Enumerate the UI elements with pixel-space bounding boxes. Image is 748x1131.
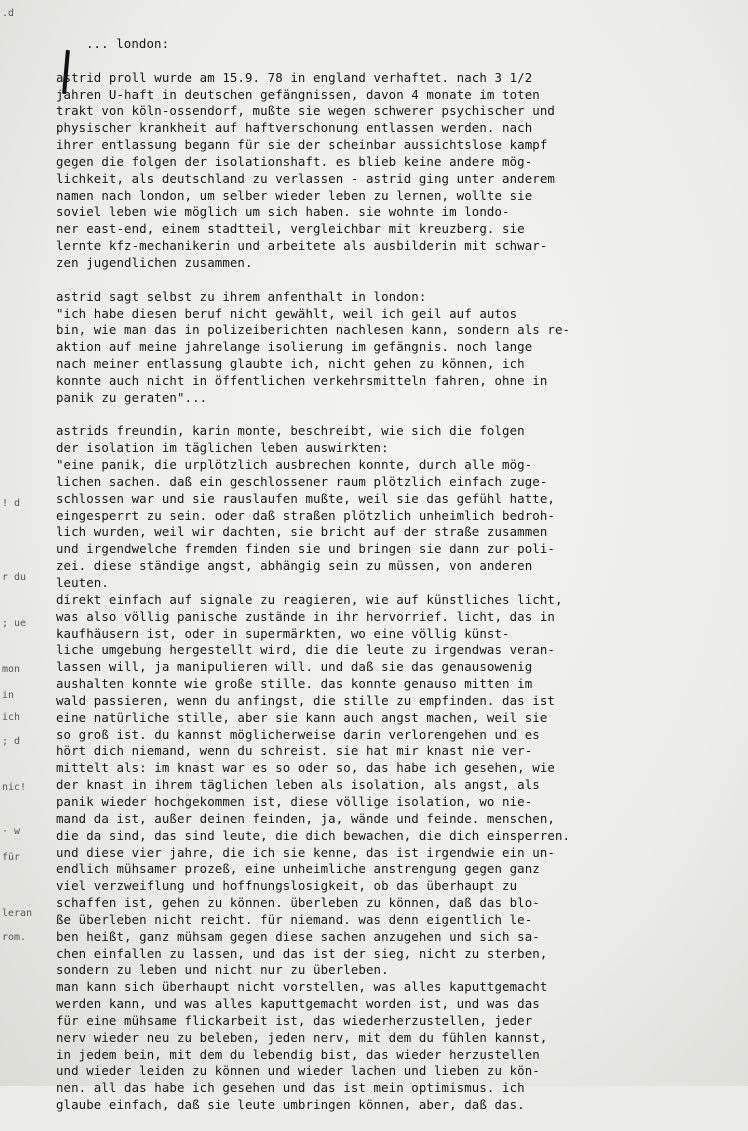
text-line: lernte kfz-mechanikerin und arbeitete als ausbilderin mit schwar- [56,238,548,254]
text-line: für eine mühsame flickarbeit ist, das wiederherzustellen, jeder [56,1012,533,1028]
margin-fragment: .d [2,8,15,19]
margin-fragment: ; ue [2,618,27,629]
document-heading: ... london: [86,36,170,51]
text-line: wald passieren, wenn du anfingst, die stille zu empfinden. das ist [56,692,555,708]
text-line: gegen die folgen der isolationshaft. es blieb keine andere mög- [56,153,533,169]
text-line: trakt von köln-ossendorf, mußte sie wegen schwerer psychischer und [56,103,555,119]
text-line: aushalten konnte wie große stille. das konnte genauso mitten im [56,676,533,692]
typed-letter-body [56,36,736,1131]
margin-fragment: ! d [2,498,21,509]
text-line: liche umgebung hergestellt wird, die die leute zu irgendwas veran- [56,642,555,658]
text-line: astrid proll wurde am 15.9. 78 in england verhaftet. nach 3 1/2 [56,69,533,85]
text-line: "ich habe diesen beruf nicht gewählt, weil ich geil auf autos [56,305,518,321]
paragraph-2 [56,289,736,407]
text-line: der knast in ihrem täglichen leben als isolation, als angst, als [56,777,540,793]
text-line: zei. diese ständige angst, abhängig sein zu müssen, von anderen [56,558,533,574]
text-line: soviel leben wie möglich um sich haben. sie wohnte im londo- [56,204,510,220]
margin-fragment: mon [2,664,21,675]
text-line: zen jugendlichen zusammen. [56,254,253,270]
text-line: hört dich niemand, wenn du schreist. sie hat mir knast nie ver- [56,743,533,759]
text-line: werden kann, und was alles kaputtgemacht worden ist, und was das [56,996,540,1012]
text-line: ße überleben nicht reicht. für niemand. was denn eigentlich le- [56,911,533,927]
text-line: schaffen ist, gehen zu können. überleben zu können, daß das blo- [56,895,540,911]
text-line: ner east-end, einem stadtteil, vergleichbar mit kreuzberg. sie [56,221,525,237]
margin-fragment: für [2,852,21,863]
text-line: und diese vier jahre, die ich sie kenne, das ist irgendwie ein un- [56,844,555,860]
text-line: die da sind, das sind leute, die dich bewachen, die dich einsperren. [56,827,571,843]
text-line: kaufhäusern ist, oder in supermärkten, wo eine völlig künst- [56,625,510,641]
text-line: sondern zu leben und nicht nur zu überleben. [56,962,389,978]
text-line: leuten. [56,575,109,590]
text-line: man kann sich überhaupt nicht vorstellen, was alles kaputtgemacht [56,979,548,995]
text-line: chen einfallen zu lassen, und das ist der sieg, nicht zu sterben, [56,945,548,961]
text-line: direkt einfach auf signale zu reagieren, wie auf künstliches licht, [56,591,563,607]
text-line: ihrer entlassung begann für sie der scheinbar aussichtslose kampf [56,137,548,153]
paragraph-1 [56,70,736,272]
left-margin-fragments [0,0,48,1086]
text-line: namen nach london, um selber wieder leben zu lernen, wollte sie [56,187,533,203]
text-line: astrid sagt selbst zu ihrem anfenthalt in london: [56,288,427,304]
text-line: und wieder leiden zu können und wieder lachen und lieben zu kön- [56,1063,540,1079]
text-line: endlich mühsamer prozeß, eine unheimliche anstrengung gegen ganz [56,861,540,877]
text-line: aktion auf meine jahrelange isolierung im gefängnis. noch lange [56,339,533,355]
text-line: nen. all das habe ich gesehen und das ist mein optimismus. ich [56,1080,525,1096]
text-line: eine natürliche stille, aber sie kann auch angst machen, weil sie [56,709,548,725]
paragraph-3 [56,423,736,1114]
margin-fragment: rom. [2,932,27,943]
text-line: lichen sachen. daß ein geschlossener raum plötzlich einfach zuge- [56,473,548,489]
text-line: lichkeit, als deutschland zu verlassen - astrid ging unter anderem [56,170,555,186]
text-line: nach meiner entlassung glaubte ich, nicht gehen zu können, ich [56,356,525,372]
margin-fragment: leran [2,908,33,919]
paragraph-container [56,70,736,1114]
text-line: der isolation im täglichen leben auswirkten: [56,440,389,456]
text-line: ben heißt, ganz mühsam gegen diese sachen anzugehen und sich sa- [56,928,540,944]
text-line: physischer krankheit auf haftverschonung entlassen werden. nach [56,120,533,136]
text-line: lich wurden, weil wir dachten, sie bricht auf der straße zusammen [56,524,548,540]
margin-fragment: nic! [2,782,27,793]
margin-fragment: ; d [2,736,21,747]
text-line: so groß ist. du kannst möglicherweise darin verlorengehen und es [56,726,540,742]
text-line: und irgendwelche fremden finden sie und bringen sie dann zur poli- [56,541,555,557]
margin-fragment: r du [2,572,27,583]
text-line: in jedem bein, mit dem du lebendig bist, das wieder herzustellen [56,1046,540,1062]
text-line: bin, wie man das in polizeiberichten nachlesen kann, sondern als re- [56,322,571,338]
margin-fragment: in [2,690,15,701]
text-line: glaube einfach, daß sie leute umbringen können, aber, daß das. [56,1097,525,1113]
text-line: nerv wieder neu zu beleben, jeden nerv, mit dem du fühlen kannst, [56,1029,548,1045]
text-line: "eine panik, die urplötzlich ausbrechen konnte, durch alle mög- [56,457,533,473]
text-line: konnte auch nicht in öffentlichen verkehrsmitteln fahren, ohne in [56,372,548,388]
text-line: viel verzweiflung und hoffnungslosigkeit, ob das überhaupt zu [56,878,518,894]
text-line: panik zu geraten"... [56,389,208,405]
text-line: mittelt als: im knast war es so oder so, das habe ich gesehen, wie [56,760,555,776]
text-line: schlossen war und sie rauslaufen mußte, weil sie das gefühl hatte, [56,490,555,506]
margin-fragment: ich [2,712,21,723]
text-line: mand da ist, außer deinen feinden, ja, wände und feinde. menschen, [56,810,555,826]
text-line: lassen will, ja manipulieren will. und daß sie das genausowenig [56,659,533,675]
text-line: eingesperrt zu sein. oder daß straßen plötzlich unheimlich bedroh- [56,507,555,523]
text-line: jahren U-haft in deutschen gefängnissen, davon 4 monate im toten [56,86,540,102]
text-line: astrids freundin, karin monte, beschreibt, wie sich die folgen [56,423,525,439]
margin-fragment: · w [2,826,21,837]
text-line: was also völlig panische zustände in ihr hervorrief. licht, das in [56,608,555,624]
text-line: panik wieder hochgekommen ist, diese völlige isolation, wo nie- [56,793,533,809]
